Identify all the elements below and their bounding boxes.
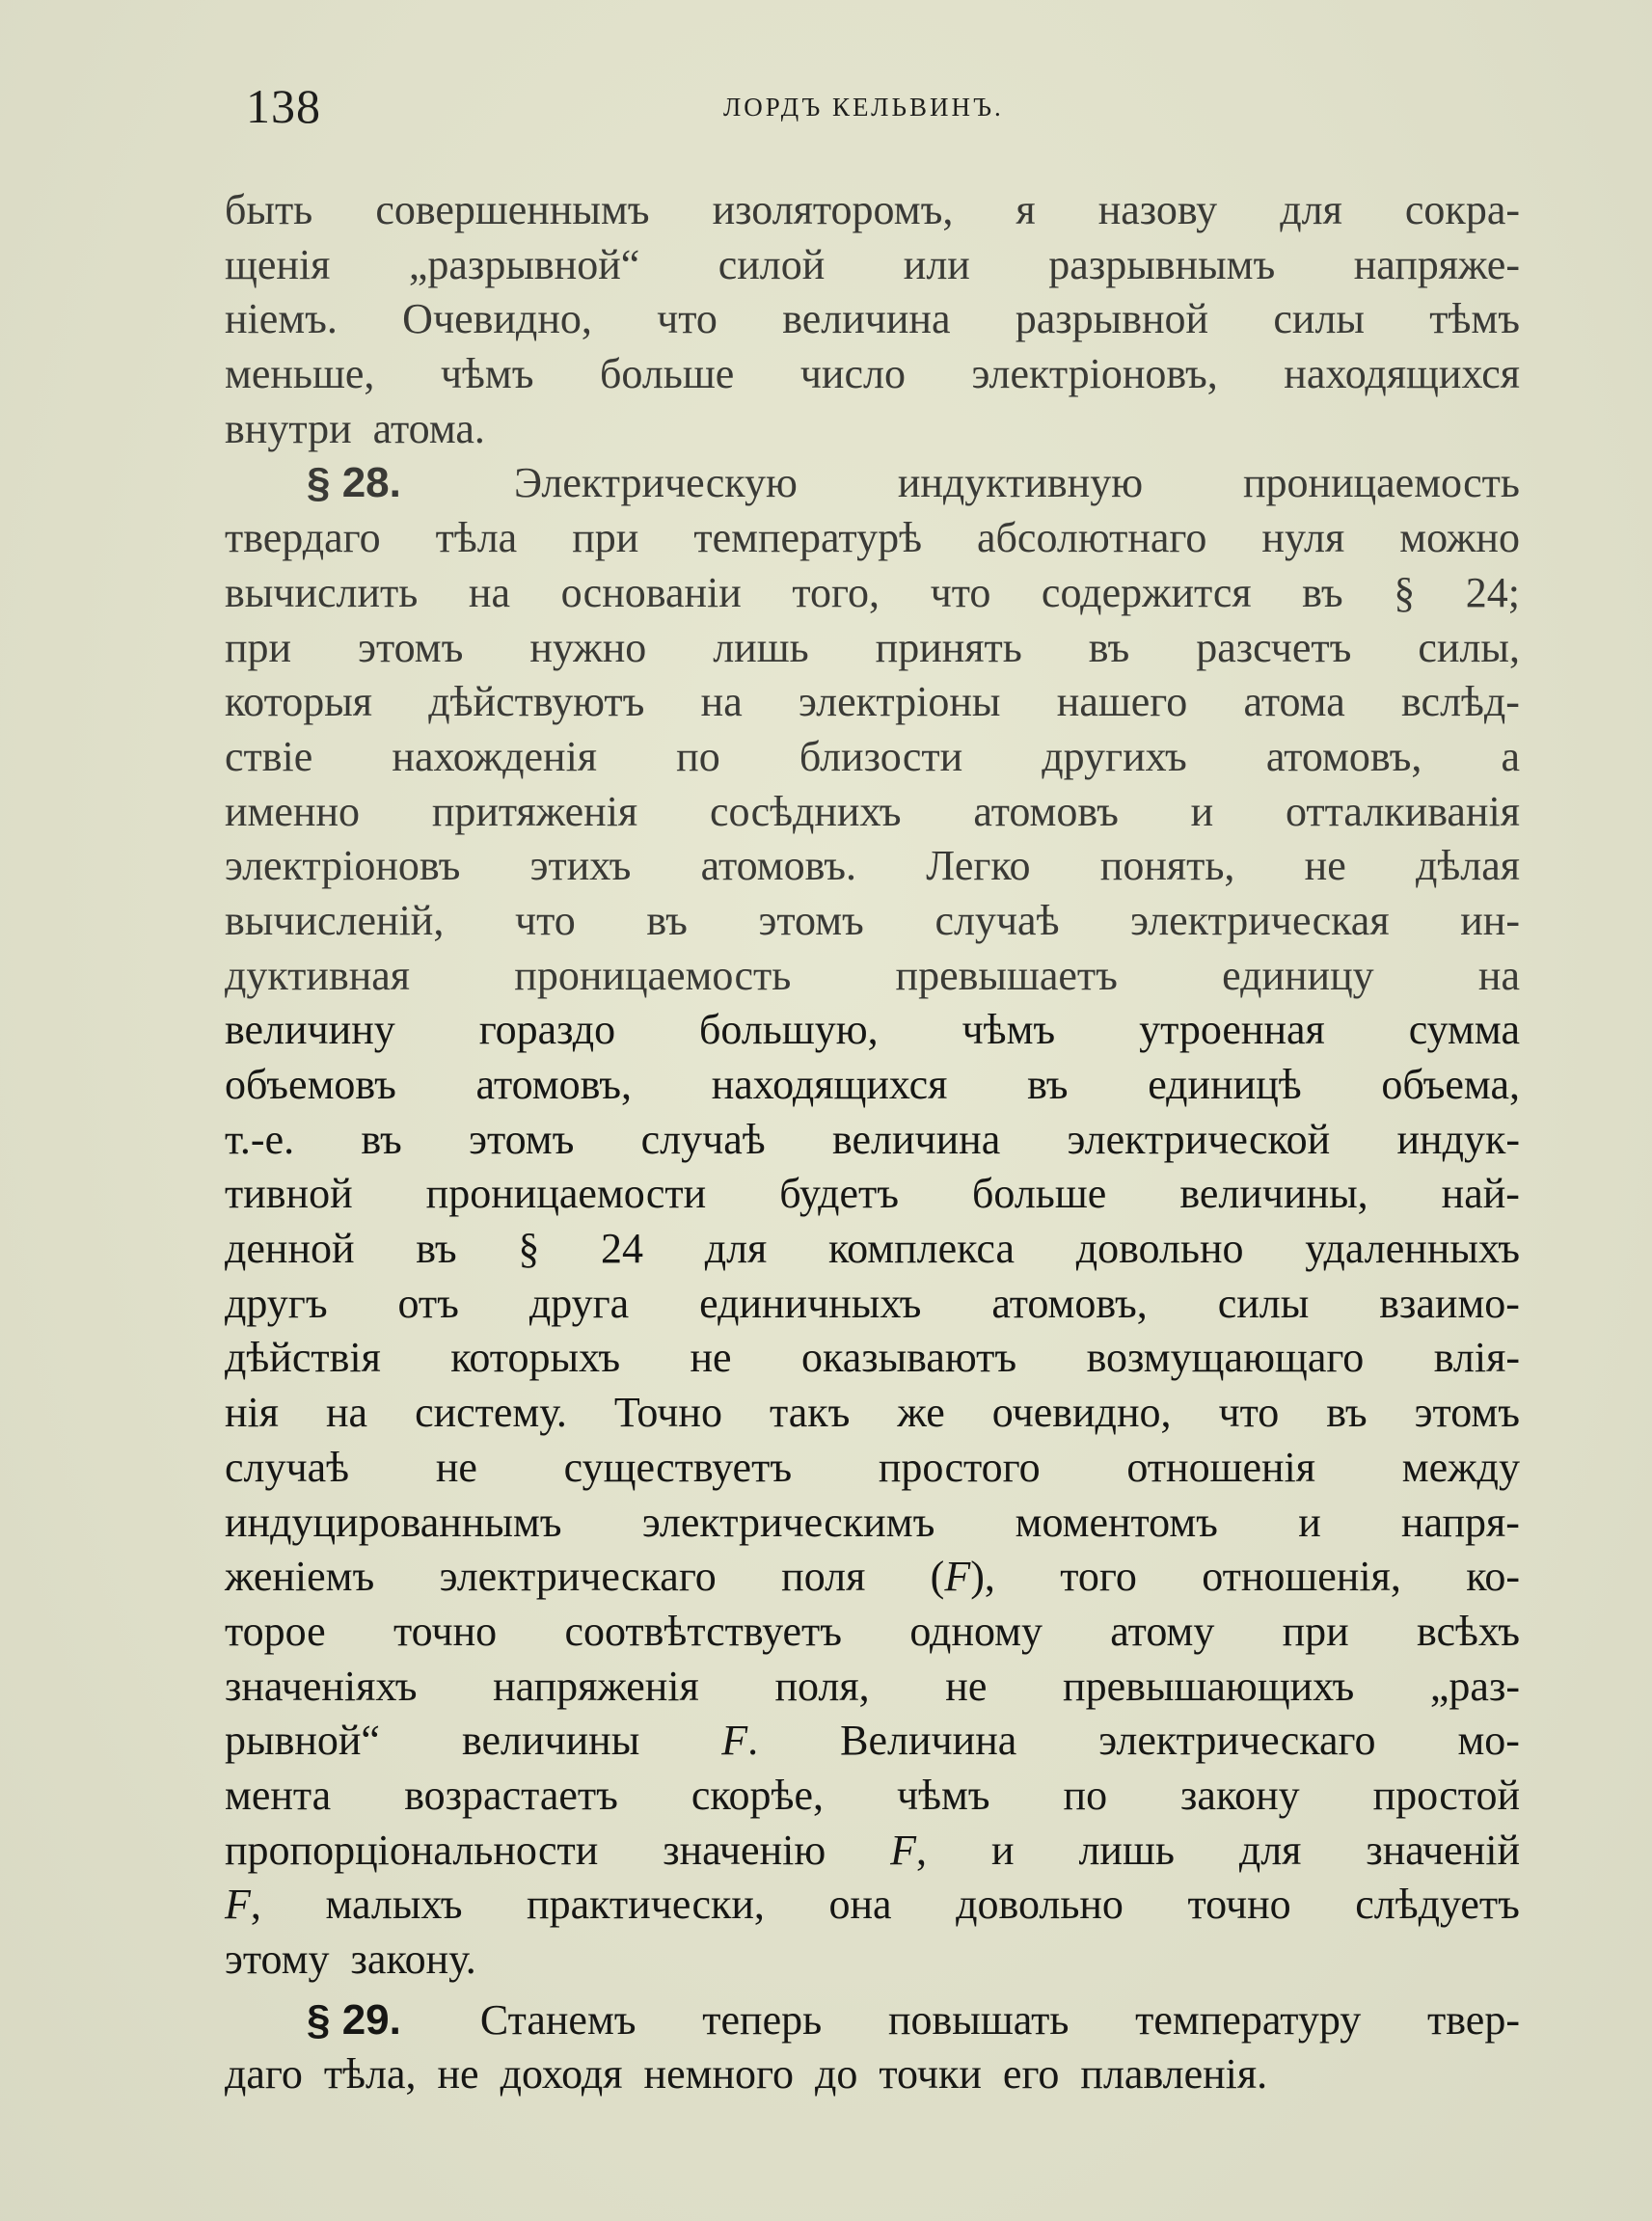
text-line: женіемъ электрическаго поля (F), того отношенія, ко- xyxy=(225,1553,1520,1601)
text-line: объемовъ атомовъ, находящихся въ единицѣ объема, xyxy=(225,1061,1520,1108)
text-line: которыя дѣйствуютъ на электріоны нашего атома вслѣд- xyxy=(225,678,1520,726)
text-line: этому закону. xyxy=(225,1936,476,1983)
text-line: рывной“ величины F. Величина электрическаго мо- xyxy=(225,1717,1520,1765)
text-line: дуктивная проницаемость превышаетъ единицу на xyxy=(225,951,1520,999)
text-line: F, малыхъ практически, она довольно точно слѣдуетъ xyxy=(225,1881,1520,1929)
text-line: щенія „разрывной“ силой или разрывнымъ напряже- xyxy=(225,240,1520,288)
text-line: вычисленій, что въ этомъ случаѣ электрическая ин- xyxy=(225,896,1520,944)
text-line: меньше, чѣмъ больше число электріоновъ, находящихся xyxy=(225,350,1520,398)
text-line: значеніяхъ напряженія поля, не превышающихъ „раз- xyxy=(225,1662,1520,1710)
text-line: т.-е. въ этомъ случаѣ величина электрической индук- xyxy=(225,1115,1520,1163)
text-line: даго тѣла, не доходя немного до точки его плавленія. xyxy=(225,2050,1268,2099)
text-line: при этомъ нужно лишь принять въ разсчетъ силы, xyxy=(225,623,1520,671)
running-head: ЛОРДЪ КЕЛЬВИНЪ. xyxy=(723,93,1004,122)
text-line: тивной проницаемости будетъ больше величины, най- xyxy=(225,1170,1520,1218)
text-line: именно притяженія сосѣднихъ атомовъ и отталкиванія xyxy=(225,787,1520,835)
text-line: вычислить на основаніи того, что содержится въ § 24; xyxy=(225,568,1520,616)
text-line: денной въ § 24 для комплекса довольно удаленныхъ xyxy=(225,1225,1520,1273)
section-number: § 29. xyxy=(307,1995,401,2044)
section-28 xyxy=(225,456,1520,1987)
text-line: мента возрастаетъ скорѣе, чѣмъ по закону простой xyxy=(225,1771,1520,1819)
page-number: 138 xyxy=(246,79,321,133)
text-line: дѣйствія которыхъ не оказываютъ возмущающаго влія- xyxy=(225,1334,1520,1382)
text-line: § 29. Станемъ теперь повышать температуру твер- xyxy=(225,1993,1520,2048)
page-header xyxy=(246,77,1519,135)
text-line: электріоновъ этихъ атомовъ. Легко понять, не дѣлая xyxy=(225,842,1520,890)
text-line: случаѣ не существуетъ простого отношенія между xyxy=(225,1443,1520,1491)
section-29 xyxy=(225,1993,1520,2102)
text-line: ніемъ. Очевидно, что величина разрывной силы тѣмъ xyxy=(225,295,1520,343)
text-line: § 28. Электрическую индуктивную проницаемость xyxy=(225,456,1520,511)
text-line: индуцированнымъ электрическимъ моментомъ и напря- xyxy=(225,1498,1520,1546)
section-number: § 28. xyxy=(307,459,401,507)
text-line: другъ отъ друга единичныхъ атомовъ, силы взаимо- xyxy=(225,1279,1520,1327)
body-text xyxy=(225,183,1520,2102)
text-line: внутри атома. xyxy=(225,404,485,452)
text-line: твердаго тѣла при температурѣ абсолютнаго нуля можно xyxy=(225,514,1520,562)
text-line: ствіе нахожденія по близости другихъ атомовъ, а xyxy=(225,732,1520,780)
text-line: нія на систему. Точно такъ же очевидно, что въ этомъ xyxy=(225,1389,1520,1437)
text-line: быть совершеннымъ изоляторомъ, я назову для сокра- xyxy=(225,186,1520,233)
text-line: величину гораздо большую, чѣмъ утроенная сумма xyxy=(225,1006,1520,1054)
paragraph-continuation xyxy=(225,183,1520,456)
text-line: торое точно соотвѣтствуетъ одному атому при всѣхъ xyxy=(225,1607,1520,1655)
text-line: пропорціональности значенію F, и лишь для значеній xyxy=(225,1826,1520,1874)
